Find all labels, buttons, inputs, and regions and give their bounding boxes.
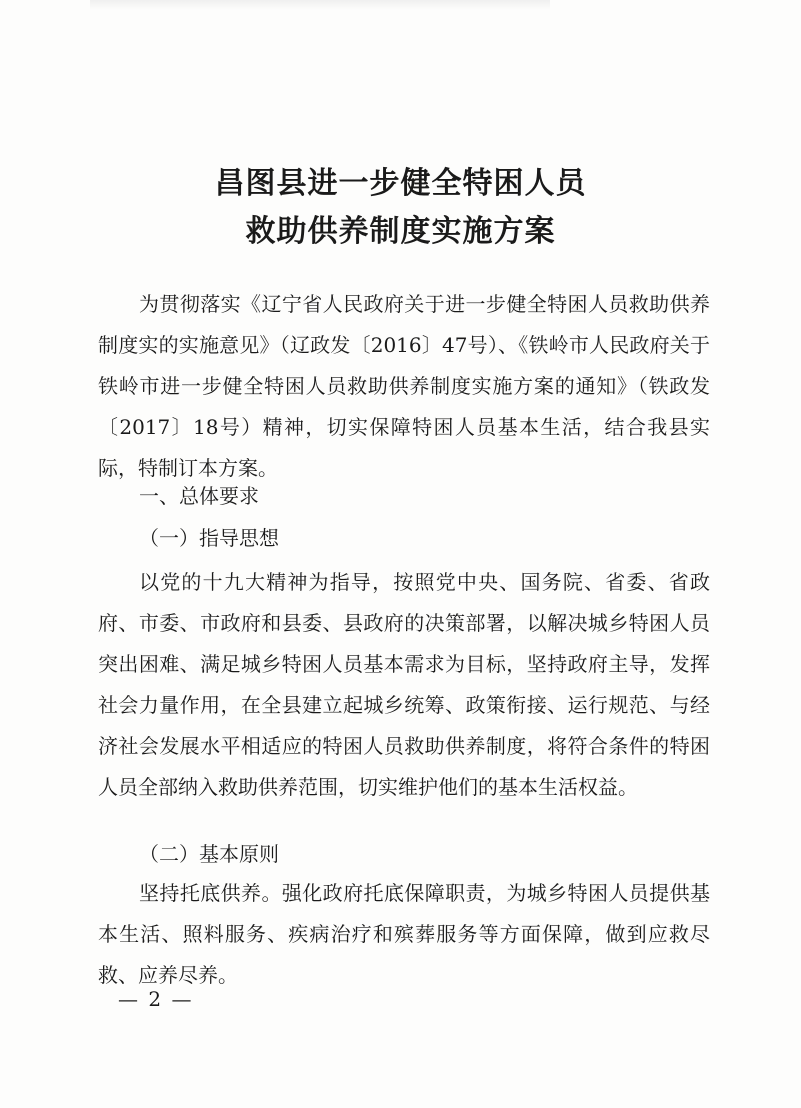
title-line-1: 昌图县进一步健全特困人员 [214,166,587,201]
document-title [0,160,801,256]
subsection-heading-basic-principles: （二）基本原则 [139,842,279,866]
intro-paragraph: 为贯彻落实《辽宁省人民政府关于进一步健全特困人员救助供养制度实的实施意见》（辽政发〔2016〕47号）、《铁岭市人民政府关于铁岭市进一步健全特困人员救助供养制度实施方案的通知》（铁政发〔2017〕18号）精神，切实保障特困人员基本生活，结合我县实际，特制订本方案。 [98,292,710,480]
basic-principles-paragraph: 坚持托底供养。强化政府托底保障职责，为城乡特困人员提供基本生活、照料服务、疾病治疗和殡葬服务等方面保障，做到应救尽救、应养尽养。 [98,881,710,987]
guiding-ideology-paragraph: 以党的十九大精神为指导，按照党中央、国务院、省委、省政府、市委、市政府和县委、县政府的决策部署，以解决城乡特困人员突出困难、满足城乡特困人员基本需求为目标，坚持政府主导，发挥社会力量作用，在全县建立起城乡统筹、政策衔接、运行规范、与经济社会发展水平相适应的特困人员救助供养制度，将符合条件的特困人员全部纳入救助供养范围，切实维护他们的基本生活权益。 [98,570,710,799]
scan-edge-shadow [90,0,550,10]
page-number: — 2 — [118,987,194,1011]
subsection-heading-guiding-ideology: （一）指导思想 [139,526,279,550]
section-heading-general-requirements: 一、总体要求 [139,484,259,508]
title-line-2: 救助供养制度实施方案 [245,214,556,249]
